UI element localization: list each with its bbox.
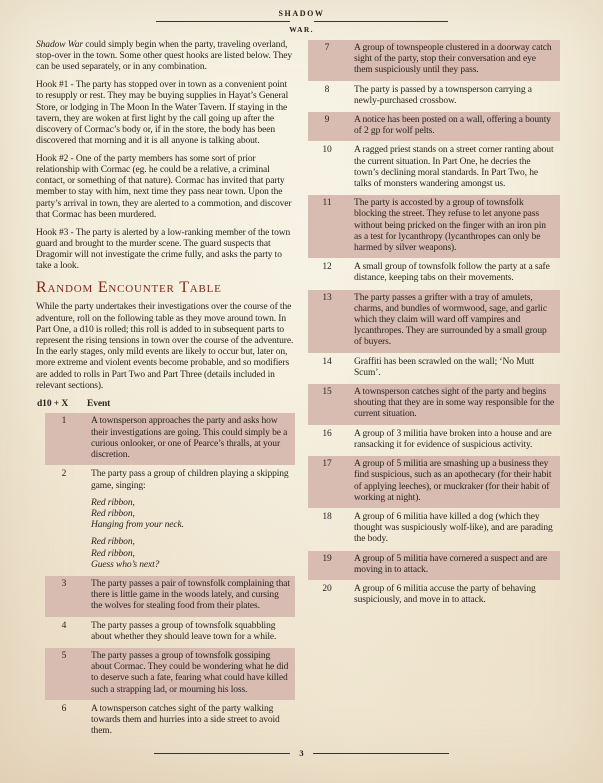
roll-value: 3: [61, 578, 67, 589]
event-cell: [346, 387, 560, 421]
verse-line: Red ribbon,: [91, 537, 135, 548]
book-title-italic: Shadow War: [36, 40, 83, 50]
roll-value: 14: [322, 356, 332, 367]
verse-stanza: [91, 537, 290, 571]
event-cell: [83, 416, 295, 461]
table-row: [308, 384, 560, 425]
event-cell: [83, 621, 295, 643]
footer-rule-right: [313, 753, 449, 754]
table-row: [45, 648, 295, 700]
table-intro-paragraph: While the party undertakes their investigations over the course of the adventure, roll on the following table as they move around town. In Part One, a d10 is rolled; this roll is added to in subsequent parts to represent the rising tensions in town over the course of the adventure. In the early stages, only mild events are likely to occur but, later on, more extreme and violent events become probable, and so modifiers are added to rolls in Part Two and Part Three (details included in relevant sections).: [36, 302, 294, 391]
encounter-rows-left: [36, 413, 295, 741]
encounter-table-header: [36, 398, 295, 410]
table-row: [45, 701, 295, 742]
event-cell: [346, 145, 560, 190]
table-row: [308, 112, 560, 141]
page-content: [0, 34, 603, 742]
verse-stanza: [91, 498, 290, 532]
event-description: A group of 6 militia have killed a dog (which they thought was suspiciously wolf-like), and are parading the body.: [354, 511, 553, 545]
event-cell: [346, 198, 560, 254]
event-description: The party passes a grifter with a tray of amulets, charms, and bundles of wormwood, sage, and garlic which they claim will ward off vampires and lycanthropes. They are surrounded by a small group of buyers.: [354, 292, 547, 348]
event-cell: [346, 512, 560, 546]
table-row: [45, 618, 295, 647]
event-cell: [346, 293, 560, 349]
event-description: A ragged priest stands on a street corner ranting about the current situation. In Part One, he decries the town’s declining moral standards. In Part Two, he talks of monsters wandering amongst us.: [354, 145, 554, 190]
verse-line: Hanging from your neck.: [91, 520, 184, 531]
event-cell: [83, 704, 295, 738]
event-cell: [346, 584, 560, 606]
header-rule: [156, 21, 448, 22]
event-description: The party passes a pair of townsfolk complaining that there is little game in the woods lately, and cursing the wolves for stealing food from their plates.: [91, 578, 290, 612]
event-cell: [346, 554, 560, 576]
header-rule-left: [156, 21, 290, 22]
event-description: A group of 5 militia are smashing up a business they find suspicious, such as an apothecary (for their habit of applying leeches), or muckraker (for their habit of working at night).: [354, 459, 552, 503]
roll-value: 5: [61, 650, 67, 661]
header-title-line1: SHADOW: [278, 9, 325, 18]
event-description: The party passes a group of townsfolk gossiping about Cormac. They could be wondering what he did to deserve such a fate, fearing what could have killed such a strapping lad, or mourning his loss.: [91, 650, 289, 695]
table-row: [308, 354, 560, 383]
event-cell: [83, 469, 295, 571]
roll-value: 16: [322, 428, 332, 439]
table-row: [308, 195, 560, 258]
event-cell: [83, 579, 295, 613]
event-cell: [346, 43, 560, 77]
encounter-rows-right: [308, 40, 560, 610]
footer-rule-left: [154, 753, 290, 754]
header-rule-right: [314, 21, 448, 22]
page-footer: [0, 749, 603, 757]
intro-text: could simply begin when the party, traveling overland, stop-over in the town. Some other quest hooks are listed below. They can be used separately, or in any combination.: [36, 40, 292, 73]
table-row: [308, 456, 560, 508]
event-description: The party passes a group of townsfolk squabbling about whether they should leave town for a while.: [91, 620, 277, 642]
table-row: [308, 259, 560, 288]
event-description: Graffiti has been scrawled on the wall; ‘No Mutt Scum’.: [354, 356, 535, 378]
event-cell: [346, 262, 560, 284]
event-cell: [346, 429, 560, 451]
event-description: A group of 5 militia have cornered a suspect and are moving in to attack.: [354, 553, 548, 575]
roll-value: 15: [322, 387, 332, 398]
left-column: [36, 40, 295, 742]
roll-value: 4: [61, 620, 67, 631]
page-header: [0, 0, 603, 34]
event-description: A small group of townsfolk follow the party at a safe distance, keeping tabs on their movements.: [354, 262, 550, 284]
table-row: [45, 576, 295, 617]
table-row: [45, 466, 295, 575]
roll-value: 9: [324, 115, 330, 126]
event-description: A notice has been posted on a wall, offering a bounty of 2 gp for wolf pelts.: [354, 115, 551, 137]
table-row: [308, 426, 560, 455]
verse-line: Red ribbon,: [91, 508, 135, 519]
roll-value: 2: [61, 469, 67, 480]
table-row: [308, 40, 560, 81]
hook-2-paragraph: Hook #2 - One of the party members has some sort of prior relationship with Cormac (eg. he could be a relative, a criminal contact, or something of that nature). Cormac has invited that party member to stay with him, next time they pass near town. Upon the party’s arrival in town, they are alerted to a commotion, and discover that Cormac has been murdered.: [36, 153, 292, 220]
verse-line: Red ribbon,: [91, 548, 135, 559]
table-row: [308, 581, 560, 610]
table-row: [308, 509, 560, 550]
roll-value: 6: [61, 703, 67, 714]
roll-value: 8: [324, 84, 330, 95]
event-cell: [346, 85, 560, 107]
column-header-roll: d10 + X: [37, 399, 69, 410]
event-description: The party is accosted by a group of townsfolk blocking the street. They refuse to let anyone pass without being pricked on the finger with an iron pin as a test for lycanthropy (lycanthropes can only be harmed by silver weapons).: [354, 198, 546, 254]
roll-value: 18: [322, 511, 332, 522]
right-column: [308, 40, 560, 742]
roll-value: 19: [322, 553, 332, 564]
header-title-line2: WAR.: [289, 25, 314, 34]
event-description: A townsperson catches sight of the party walking towards them and hurries into a side street to avoid them.: [91, 703, 280, 737]
verse-line: Red ribbon,: [91, 497, 135, 508]
table-row: [308, 551, 560, 580]
event-description: A townsperson catches sight of the party and begins shouting that they are in some way responsible for the current situation.: [354, 387, 555, 420]
table-row: [308, 290, 560, 353]
event-cell: [83, 651, 295, 696]
table-row: [45, 413, 295, 465]
roll-value: 20: [322, 583, 332, 594]
column-header-event: Event: [87, 399, 111, 410]
event-description: A group of townspeople clustered in a doorway catch sight of the party, stop their conversation and eye them suspiciously until they pass.: [354, 43, 552, 76]
verse-line: Guess who’s next?: [91, 559, 160, 570]
event-description: The party is passed by a townsperson carrying a newly-purchased crossbow.: [354, 84, 532, 106]
roll-value: 1: [61, 416, 67, 427]
event-description: A townsperson approaches the party and asks how their investigations are going. This could simply be a curious onlooker, or one of Pearce’s thralls, at your discretion.: [91, 416, 288, 461]
event-cell: [346, 357, 560, 379]
hook-3-paragraph: Hook #3 - The party is alerted by a low-ranking member of the town guard and brought to the murder scene. The guard suspects that Dragomir will not investigate the crime fully, and asks the party to take a look.: [36, 227, 291, 272]
table-row: [308, 142, 560, 194]
intro-paragraph: [36, 40, 295, 74]
table-row: [308, 82, 560, 111]
page-number: 3: [299, 748, 304, 758]
event-description: A group of 6 militia accuse the party of behaving suspiciously, and move in to attack.: [354, 583, 536, 606]
event-cell: [346, 459, 560, 504]
section-heading: Random Encounter Table: [36, 279, 222, 297]
event-cell: [346, 115, 560, 137]
roll-value: 7: [324, 43, 330, 53]
roll-value: 12: [322, 262, 332, 273]
event-description: A group of 3 militia have broken into a house and are ransacking it for evidence of suspicious activity.: [354, 428, 552, 450]
roll-value: 17: [322, 459, 332, 470]
roll-value: 13: [322, 292, 332, 303]
hook-1-paragraph: Hook #1 - The party has stopped over in town as a convenient point to resupply or rest. They may be buying supplies in Hayat’s General Store, or lodging in The Moon In the Water Tavern. If staying in the tavern, they are woken at first light by the call going up after the discovery of Cormac’s body or, if in the store, the body has been discovered that morning and it is all anyone is talking about.: [36, 80, 289, 147]
event-description: The party pass a group of children playing a skipping game, singing:: [91, 469, 289, 491]
roll-value: 10: [322, 145, 332, 156]
roll-value: 11: [322, 198, 332, 209]
